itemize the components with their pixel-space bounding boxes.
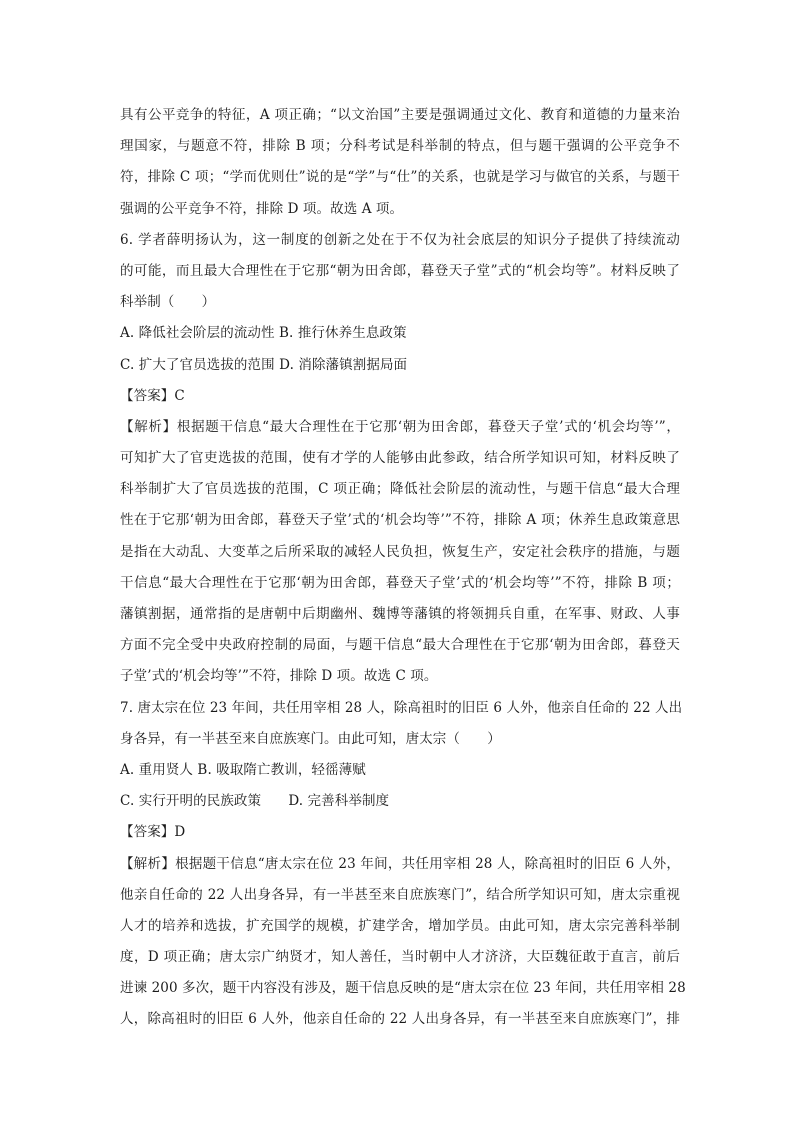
- question-7-stem: 身各异，有一半甚至来自庶族寒门。由此可知，唐太宗（ ）: [120, 730, 501, 747]
- analysis-line: 干信息“最大合理性在于它那‘朝为田舍郎，暮登天子堂’式的‘机会均等’”不符，排除 B 项；: [120, 574, 680, 591]
- analysis-line: 是指在大动乱、大变革之后所采取的减轻人民负担，恢复生产，安定社会秩序的措施，与题: [120, 543, 680, 560]
- question-6-options: A. 降低社会阶层的流动性 B. 推行休养生息政策: [120, 325, 407, 342]
- question-7-options: C. 实行开明的民族政策 D. 完善科举制度: [120, 793, 390, 810]
- text-line: 具有公平竞争的特征，A 项正确；“以文治国”主要是强调通过文化、教育和道德的力量来治: [120, 107, 680, 123]
- question-6-stem: 6. 学者薛明扬认为，这一制度的创新之处在于不仅为社会底层的知识分子提供了持续流动: [120, 231, 680, 248]
- analysis-line: 进谏 200 多次，题干内容没有涉及，题干信息反映的是“唐太宗在位 23 年间，共任用宰相 28: [120, 980, 686, 997]
- analysis-line: 他亲自任命的 22 人出身各异，有一半甚至来自庶族寒门”，结合所学知识可知，唐太宗重视: [120, 886, 680, 903]
- question-7-stem: 7. 唐太宗在位 23 年间，共任用宰相 28 人，除高祖时的旧臣 6 人外，他亲自任命的 22 人出: [120, 699, 683, 716]
- analysis-line: 子堂’式的‘机会均等’”不符，排除 D 项。故选 C 项。: [120, 668, 438, 685]
- analysis-line: 可知扩大了官吏选拔的范围，使有才学的人能够由此参政，结合所学知识可知，材料反映了: [120, 450, 680, 467]
- answer-label: 【答案】D: [120, 824, 186, 841]
- answer-label: 【答案】C: [120, 387, 185, 404]
- question-6-options: C. 扩大了官员选拔的范围 D. 消除藩镇割据局面: [120, 356, 408, 373]
- analysis-line: 科举制扩大了官员选拔的范围，C 项正确；降低社会阶层的流动性，与题干信息“最大合理: [120, 481, 680, 498]
- analysis-line: 人，除高祖时的旧臣 6 人外，他亲自任命的 22 人出身各异，有一半甚至来自庶族寒门”，排: [120, 1011, 680, 1028]
- analysis-line: 人才的培养和选拔，扩充国学的规模，扩建学舍，增加学员。由此可知，唐太宗完善科举制: [120, 917, 680, 934]
- analysis-line: 【解析】根据题干信息“最大合理性在于它那‘朝为田舍郎，暮登天子堂’式的‘机会均等’”，: [120, 418, 680, 435]
- analysis-line: 藩镇割据，通常指的是唐朝中后期幽州、魏博等藩镇的将领拥兵自重，在军事、财政、人事: [120, 606, 680, 622]
- question-6-stem: 的可能，而且最大合理性在于它那“朝为田舍郎，暮登天子堂”式的“机会均等”。材料反映了: [120, 262, 680, 279]
- text-line: 强调的公平竞争不符，排除 D 项。故选 A 项。: [120, 200, 404, 217]
- analysis-line: 性在于它那‘朝为田舍郎，暮登天子堂’式的‘机会均等’”不符，排除 A 项；休养生息政策意思: [120, 512, 680, 529]
- document-page: [120, 100, 686, 1036]
- text-line: 符，排除 C 项；“学而优则仕”说的是“学”与“仕”的关系，也就是学习与做官的关系，与题干: [120, 169, 680, 186]
- question-7-options: A. 重用贤人 B. 吸取隋亡教训，轻徭薄赋: [120, 761, 366, 778]
- analysis-line: 度，D 项正确；唐太宗广纳贤才，知人善任，当时朝中人才济济，大臣魏征敢于直言，前后: [120, 949, 680, 966]
- analysis-line: 方面不完全受中央政府控制的局面，与题干信息“最大合理性在于它那‘朝为田舍郎，暮登天: [120, 637, 680, 654]
- analysis-line: 【解析】根据题干信息“唐太宗在位 23 年间，共任用宰相 28 人，除高祖时的旧臣 6 人外，: [120, 855, 680, 872]
- question-6-stem: 科举制（ ）: [120, 294, 216, 311]
- text-line: 理国家，与题意不符，排除 B 项；分科考试是科举制的特点，但与题干强调的公平竞争不: [120, 138, 680, 155]
